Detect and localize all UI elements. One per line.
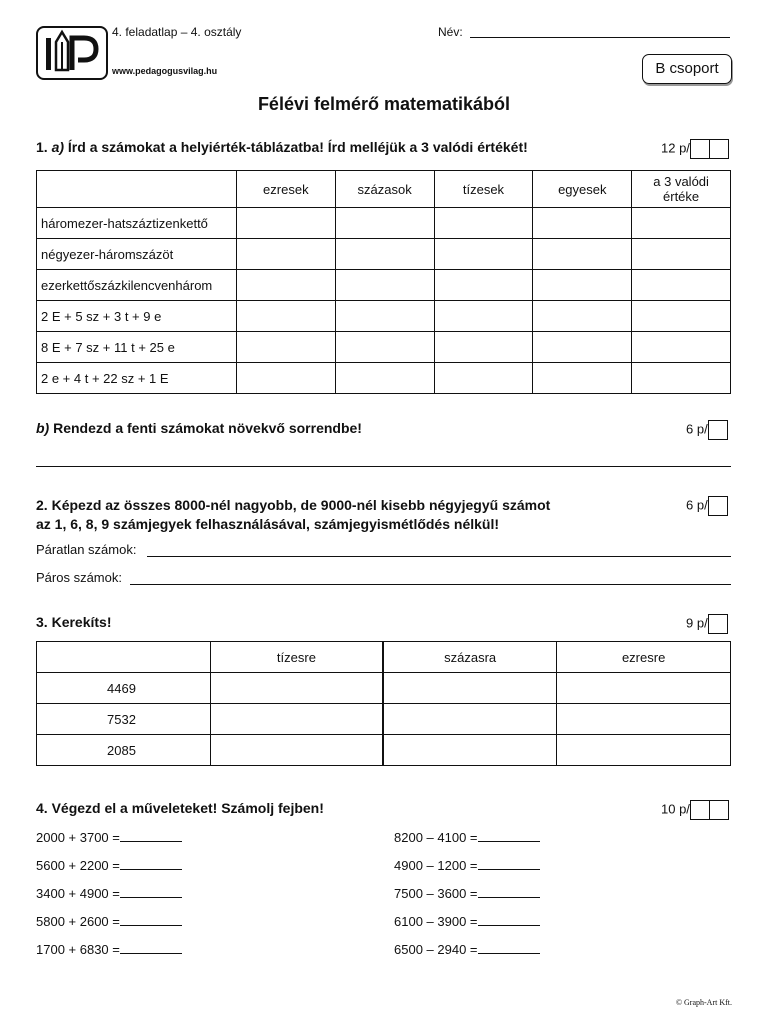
score-box[interactable] xyxy=(708,614,728,634)
answer-cell[interactable] xyxy=(434,363,533,394)
task1a-number: 1. xyxy=(36,139,48,155)
col-header: ezresre xyxy=(557,642,731,673)
sort-answer-line[interactable] xyxy=(36,466,731,467)
row-label: 2 E + 5 sz + 3 t + 9 e xyxy=(37,301,237,332)
answer-cell[interactable] xyxy=(335,270,434,301)
answer-blank[interactable] xyxy=(478,913,540,926)
answer-cell[interactable] xyxy=(210,735,383,766)
task3-instruction xyxy=(36,614,112,630)
operation: 5600 + 2200 = xyxy=(36,858,120,873)
copyright-footer: © Graph-Art Kft. xyxy=(675,998,732,1007)
task4-text: Végezd el a műveleteket! Számolj fejben! xyxy=(51,800,324,816)
row-label: 2085 xyxy=(37,735,211,766)
answer-cell[interactable] xyxy=(236,301,335,332)
answer-blank[interactable] xyxy=(120,829,182,842)
task2-line2: az 1, 6, 8, 9 számjegyek felhasználásával, számjegyismétlődés nélkül! xyxy=(36,516,500,532)
col-header: a 3 valódi értéke xyxy=(632,171,731,208)
answer-cell[interactable] xyxy=(335,363,434,394)
task3-points-label: 9 p/ xyxy=(686,615,708,631)
answer-cell[interactable] xyxy=(236,239,335,270)
col-header: tízesek xyxy=(434,171,533,208)
table-corner-cell xyxy=(37,171,237,208)
task1b-text: Rendezd a fenti számokat növekvő sorrendbe! xyxy=(53,420,362,436)
even-label: Páros számok: xyxy=(36,570,122,585)
place-value-table xyxy=(36,170,731,394)
publisher-logo xyxy=(36,26,108,80)
operation: 5800 + 2600 = xyxy=(36,914,120,929)
operation: 6100 – 3900 = xyxy=(394,914,478,929)
row-label: 8 E + 7 sz + 11 t + 25 e xyxy=(37,332,237,363)
answer-cell[interactable] xyxy=(632,208,731,239)
answer-cell[interactable] xyxy=(335,332,434,363)
score-box[interactable] xyxy=(708,420,728,440)
score-box[interactable] xyxy=(710,800,729,820)
row-label: 7532 xyxy=(37,704,211,735)
answer-cell[interactable] xyxy=(632,270,731,301)
answer-cell[interactable] xyxy=(533,332,632,363)
task1b-points-label: 6 p/ xyxy=(686,421,708,437)
answer-blank[interactable] xyxy=(120,913,182,926)
score-box[interactable] xyxy=(710,139,729,159)
op-row xyxy=(36,913,182,929)
answer-cell[interactable] xyxy=(383,735,557,766)
website-link[interactable]: www.pedagogusvilag.hu xyxy=(112,66,218,76)
answer-cell[interactable] xyxy=(632,301,731,332)
row-label: 4469 xyxy=(37,673,211,704)
answer-cell[interactable] xyxy=(434,301,533,332)
answer-cell[interactable] xyxy=(434,239,533,270)
operation: 4900 – 1200 = xyxy=(394,858,478,873)
task1b-instruction xyxy=(36,420,362,436)
page-title: Félévi felmérő matematikából xyxy=(257,94,511,114)
task1b-sub: b) xyxy=(36,420,50,436)
answer-blank[interactable] xyxy=(478,857,540,870)
task3-points xyxy=(686,614,728,634)
op-row xyxy=(394,885,540,901)
col-header: ezresek xyxy=(236,171,335,208)
answer-cell[interactable] xyxy=(210,704,383,735)
row-label: négyezer-háromszázöt xyxy=(37,239,237,270)
answer-cell[interactable] xyxy=(236,208,335,239)
answer-cell[interactable] xyxy=(210,673,383,704)
row-label: 2 e + 4 t + 22 sz + 1 E xyxy=(37,363,237,394)
operation: 1700 + 6830 = xyxy=(36,942,120,957)
answer-cell[interactable] xyxy=(533,363,632,394)
op-row xyxy=(36,829,182,845)
op-row xyxy=(394,829,540,845)
task4-number: 4. xyxy=(36,800,48,816)
task2-line1: Képezd az összes 8000-nél nagyobb, de 9000-nél kisebb négyjegyű számot xyxy=(51,497,551,513)
task3-text: Kerekíts! xyxy=(51,614,112,630)
answer-blank[interactable] xyxy=(120,885,182,898)
answer-blank[interactable] xyxy=(120,941,182,954)
task1a-instruction xyxy=(36,139,528,155)
task1a-points xyxy=(661,139,729,159)
answer-cell[interactable] xyxy=(557,704,731,735)
answer-cell[interactable] xyxy=(236,270,335,301)
score-box[interactable] xyxy=(690,800,710,820)
answer-cell[interactable] xyxy=(434,270,533,301)
task1a-sub: a) xyxy=(51,139,65,155)
task1b-points xyxy=(686,420,728,440)
answer-cell[interactable] xyxy=(335,239,434,270)
operation: 2000 + 3700 = xyxy=(36,830,120,845)
name-field[interactable] xyxy=(470,37,730,38)
task4-points-label: 10 p/ xyxy=(661,801,690,817)
sheet-label: 4. feladatlap – 4. osztály xyxy=(112,25,242,39)
task4-instruction xyxy=(36,800,324,816)
answer-cell[interactable] xyxy=(434,332,533,363)
answer-blank[interactable] xyxy=(478,885,540,898)
op-row xyxy=(394,857,540,873)
answer-blank[interactable] xyxy=(478,941,540,954)
answer-cell[interactable] xyxy=(557,673,731,704)
answer-cell[interactable] xyxy=(335,301,434,332)
answer-cell[interactable] xyxy=(632,363,731,394)
answer-cell[interactable] xyxy=(236,363,335,394)
score-box[interactable] xyxy=(708,496,728,516)
task3-number: 3. xyxy=(36,614,48,630)
op-row xyxy=(394,913,540,929)
even-answer-line[interactable] xyxy=(130,584,731,585)
answer-cell[interactable] xyxy=(236,332,335,363)
odd-label: Páratlan számok: xyxy=(36,542,137,557)
odd-answer-line[interactable] xyxy=(147,556,731,557)
group-badge: B csoport xyxy=(642,54,732,84)
col-header: egyesek xyxy=(533,171,632,208)
name-label: Név: xyxy=(438,25,463,39)
answer-cell[interactable] xyxy=(383,704,557,735)
row-label: háromezer-hatszáztizenkettő xyxy=(37,208,237,239)
task2-instruction xyxy=(36,496,550,534)
score-box[interactable] xyxy=(690,139,710,159)
col-header: százasok xyxy=(335,171,434,208)
answer-cell[interactable] xyxy=(533,270,632,301)
col-header: tízesre xyxy=(210,642,383,673)
row-label: ezerkettőszázkilencvenhárom xyxy=(37,270,237,301)
col-header: százasra xyxy=(383,642,557,673)
task2-number: 2. xyxy=(36,497,48,513)
task2-points-label: 6 p/ xyxy=(686,497,708,513)
answer-blank[interactable] xyxy=(478,829,540,842)
operation: 8200 – 4100 = xyxy=(394,830,478,845)
answer-cell[interactable] xyxy=(557,735,731,766)
answer-cell[interactable] xyxy=(383,673,557,704)
answer-blank[interactable] xyxy=(120,857,182,870)
op-row xyxy=(36,885,182,901)
answer-cell[interactable] xyxy=(533,239,632,270)
operation: 3400 + 4900 = xyxy=(36,886,120,901)
operation: 7500 – 3600 = xyxy=(394,886,478,901)
rounding-table xyxy=(36,641,731,766)
answer-cell[interactable] xyxy=(434,208,533,239)
task1a-points-label: 12 p/ xyxy=(661,140,690,156)
op-row xyxy=(36,941,182,957)
answer-cell[interactable] xyxy=(632,332,731,363)
operation: 6500 – 2940 = xyxy=(394,942,478,957)
answer-cell[interactable] xyxy=(335,208,434,239)
op-row xyxy=(36,857,182,873)
task2-points xyxy=(686,496,728,516)
task1a-text: Írd a számokat a helyiérték-táblázatba! Írd melléjük a 3 valódi értékét! xyxy=(67,139,528,155)
answer-cell[interactable] xyxy=(533,301,632,332)
op-row xyxy=(394,941,540,957)
answer-cell[interactable] xyxy=(533,208,632,239)
task4-points xyxy=(661,800,729,820)
answer-cell[interactable] xyxy=(632,239,731,270)
table-corner-cell xyxy=(37,642,211,673)
